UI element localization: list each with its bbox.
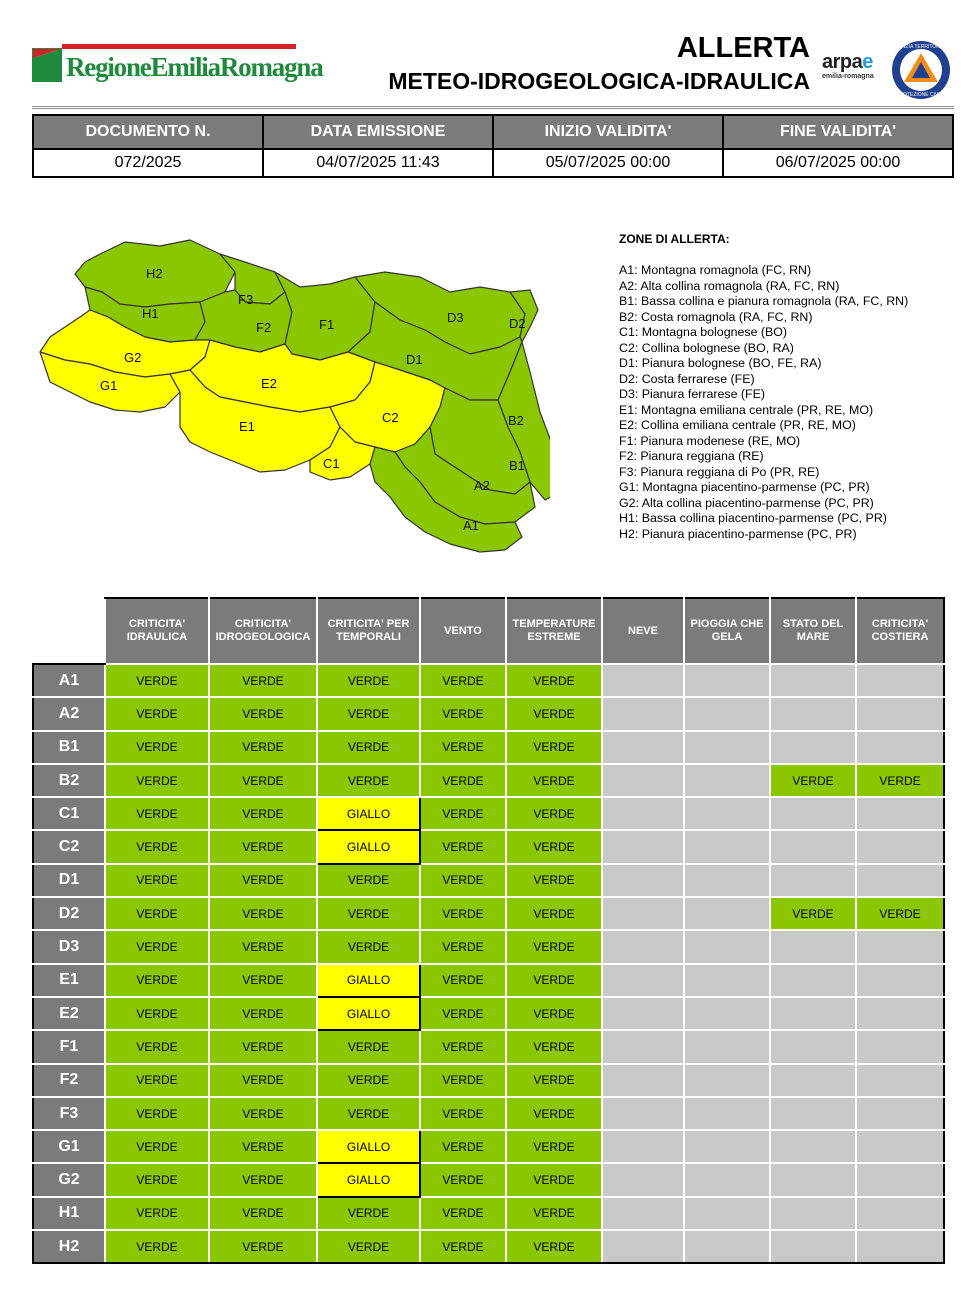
alert-cell: VERDE: [420, 930, 506, 963]
alert-cell: [856, 1030, 944, 1063]
alert-cell: VERDE: [506, 764, 602, 797]
zone-legend-item: F1: Pianura modenese (RE, MO): [619, 433, 801, 448]
alert-cell: [684, 1064, 770, 1097]
alert-cell: VERDE: [506, 1130, 602, 1163]
alert-cell: VERDE: [317, 731, 420, 764]
zone-legend-item: B1: Bassa collina e pianura romagnola (RA, FC, RN): [619, 294, 909, 308]
alert-cell: [770, 964, 856, 997]
zone-label: G1: [33, 1130, 105, 1163]
alert-cell: VERDE: [506, 1030, 602, 1063]
map-zone-label: F3: [238, 292, 254, 307]
zone-label: A1: [33, 664, 105, 697]
zone-label: H2: [33, 1230, 105, 1263]
alert-cell: [602, 830, 684, 863]
alert-cell: VERDE: [209, 1197, 317, 1230]
alert-cell: [602, 664, 684, 697]
alert-cell: [602, 1230, 684, 1263]
alert-cell: GIALLO: [317, 797, 420, 830]
alert-cell: [602, 897, 684, 930]
alert-cell: VERDE: [105, 731, 209, 764]
alert-cell: [770, 997, 856, 1030]
alert-cell: VERDE: [105, 930, 209, 963]
alert-cell: [684, 797, 770, 830]
zone-label: D2: [33, 897, 105, 930]
table-row: [33, 697, 944, 730]
alert-cell: [770, 1230, 856, 1263]
zone-label: F3: [33, 1097, 105, 1130]
validity-end-header: FINE VALIDITA': [723, 115, 953, 149]
alert-cell: VERDE: [420, 1163, 506, 1196]
map-zone-label: E1: [239, 419, 255, 434]
alert-cell: VERDE: [420, 1230, 506, 1263]
zone-legend-item: A2: Alta collina romagnola (RA, FC, RN): [619, 278, 840, 293]
alert-cell: [856, 1130, 944, 1163]
zone-label: D1: [33, 864, 105, 897]
map-zone-label: A1: [463, 518, 479, 533]
alert-cell: GIALLO: [317, 964, 420, 997]
alert-cell: VERDE: [420, 1064, 506, 1097]
map-zone-label: C2: [382, 410, 399, 425]
column-header: STATO DEL MARE: [770, 598, 856, 664]
alert-cell: VERDE: [209, 664, 317, 697]
alert-cell: VERDE: [317, 1197, 420, 1230]
alert-cell: VERDE: [506, 897, 602, 930]
table-row: [33, 1030, 944, 1063]
arpae-logo: [822, 52, 884, 86]
alert-cell: VERDE: [506, 1064, 602, 1097]
svg-text:PROTEZIONE CIVILE: PROTEZIONE CIVILE: [896, 92, 946, 98]
alert-cell: VERDE: [856, 897, 944, 930]
alert-cell: VERDE: [105, 1230, 209, 1263]
map-zone-label: H1: [142, 306, 159, 321]
page-title: ALLERTA: [676, 32, 810, 64]
alert-cell: VERDE: [105, 764, 209, 797]
alert-cell: VERDE: [420, 797, 506, 830]
zone-label: E1: [33, 964, 105, 997]
alert-cell: [684, 997, 770, 1030]
alert-cell: VERDE: [209, 864, 317, 897]
table-row: [33, 830, 944, 863]
zone-label: H1: [33, 1197, 105, 1230]
alert-cell: [684, 830, 770, 863]
alert-cell: [684, 764, 770, 797]
alert-cell: VERDE: [209, 731, 317, 764]
alert-cell: VERDE: [209, 1130, 317, 1163]
alert-cell: VERDE: [506, 830, 602, 863]
alert-cell: VERDE: [770, 897, 856, 930]
alert-cell: VERDE: [209, 1030, 317, 1063]
alert-cell: [684, 1130, 770, 1163]
column-header: CRITICITA' IDRAULICA: [105, 598, 209, 664]
alert-cell: VERDE: [209, 1064, 317, 1097]
zone-legend-item: C1: Montagna bolognese (BO): [619, 325, 788, 339]
alert-cell: [770, 731, 856, 764]
alert-cell: GIALLO: [317, 830, 420, 863]
alert-cell: VERDE: [420, 664, 506, 697]
alert-cell: VERDE: [506, 1230, 602, 1263]
validity-start-value: 05/07/2025 00:00: [493, 149, 723, 177]
alert-cell: VERDE: [420, 897, 506, 930]
table-row: [33, 964, 944, 997]
alert-cell: VERDE: [317, 930, 420, 963]
alert-cell: VERDE: [506, 1097, 602, 1130]
alert-cell: VERDE: [420, 764, 506, 797]
issue-date-header: DATA EMISSIONE: [263, 115, 493, 149]
alert-cell: [770, 697, 856, 730]
alert-cell: [856, 830, 944, 863]
map-zone-label: B1: [509, 458, 525, 473]
table-row: [33, 1163, 944, 1196]
document-info-table: [32, 114, 954, 178]
region-name: RegioneEmiliaRomagna: [66, 52, 323, 82]
column-header: CRITICITA' IDROGEOLOGICA: [209, 598, 317, 664]
header-separator: [32, 106, 954, 109]
zone-label: G2: [33, 1163, 105, 1196]
alert-cell: VERDE: [420, 1130, 506, 1163]
zone-legend-item: H1: Bassa collina piacentino-parmense (PC, PR): [619, 511, 887, 525]
alert-cell: VERDE: [209, 1097, 317, 1130]
alert-cell: VERDE: [856, 764, 944, 797]
alert-cell: [602, 964, 684, 997]
alert-cell: [770, 930, 856, 963]
alert-cell: [602, 930, 684, 963]
alert-cell: [856, 1230, 944, 1263]
alert-cell: [770, 664, 856, 697]
alert-cell: [684, 1230, 770, 1263]
alert-cell: VERDE: [209, 1230, 317, 1263]
zone-legend-item: G1: Montagna piacentino-parmense (PC, PR): [619, 480, 870, 494]
map-zone-label: D3: [447, 310, 464, 325]
alert-cell: VERDE: [506, 930, 602, 963]
alert-cell: [602, 764, 684, 797]
alert-cell: VERDE: [105, 1163, 209, 1196]
alert-table: [32, 597, 945, 1264]
arpae-logo-sub: emilia-romagna: [822, 73, 874, 80]
table-row: [33, 797, 944, 830]
table-row: [33, 664, 944, 697]
table-row: [33, 1130, 944, 1163]
table-row: [33, 930, 944, 963]
alert-cell: [684, 664, 770, 697]
alert-cell: [770, 797, 856, 830]
alert-cell: VERDE: [317, 897, 420, 930]
alert-cell: [602, 997, 684, 1030]
alert-cell: [684, 864, 770, 897]
table-row: [33, 764, 944, 797]
alert-cell: VERDE: [317, 697, 420, 730]
issue-date-value: 04/07/2025 11:43: [263, 149, 493, 177]
alert-cell: [602, 731, 684, 764]
zone-label: B2: [33, 764, 105, 797]
arpae-logo-text: arpae: [822, 51, 873, 73]
zone-label: C1: [33, 797, 105, 830]
validity-start-header: INIZIO VALIDITA': [493, 115, 723, 149]
alert-cell: [770, 830, 856, 863]
alert-cell: [770, 1097, 856, 1130]
zone-legend-item: D3: Pianura ferrarese (FE): [619, 387, 765, 401]
alert-cell: [684, 964, 770, 997]
alert-cell: VERDE: [105, 1097, 209, 1130]
zone-legend-item: A1: Montagna romagnola (FC, RN): [619, 263, 812, 277]
alert-cell: [684, 697, 770, 730]
alert-cell: [602, 1097, 684, 1130]
map-zone-label: D2: [509, 316, 526, 331]
column-header: PIOGGIA CHE GELA: [684, 598, 770, 664]
alert-cell: [684, 731, 770, 764]
alert-cell: [856, 1097, 944, 1130]
alert-cell: VERDE: [105, 964, 209, 997]
alert-cell: GIALLO: [317, 1163, 420, 1196]
alert-cell: [684, 1197, 770, 1230]
alert-cell: VERDE: [209, 764, 317, 797]
zone-legend-item: H2: Pianura piacentino-parmense (PC, PR): [619, 526, 857, 541]
alert-cell: [684, 1030, 770, 1063]
alert-cell: VERDE: [209, 697, 317, 730]
table-row: [33, 1197, 944, 1230]
alert-cell: [602, 1197, 684, 1230]
column-header: CRITICITA' COSTIERA: [856, 598, 944, 664]
alert-cell: [856, 964, 944, 997]
protezione-civile-logo: [891, 40, 951, 100]
logo-red-bar: [62, 44, 296, 49]
zone-legend-item: G2: Alta collina piacentino-parmense (PC, PR): [619, 495, 874, 510]
alert-cell: VERDE: [105, 697, 209, 730]
alert-cell: VERDE: [506, 731, 602, 764]
alert-cell: [856, 797, 944, 830]
alert-cell: [856, 1163, 944, 1196]
map-zone-label: H2: [146, 266, 163, 281]
alert-cell: [684, 930, 770, 963]
table-row: [33, 1230, 944, 1263]
alert-cell: VERDE: [506, 997, 602, 1030]
alert-cell: VERDE: [506, 1163, 602, 1196]
alert-cell: [856, 1064, 944, 1097]
doc-number-value: 072/2025: [33, 149, 263, 177]
table-row: [33, 997, 944, 1030]
column-header: TEMPERATURE ESTREME: [506, 598, 602, 664]
table-corner: [33, 598, 105, 664]
alert-cell: [856, 864, 944, 897]
alert-cell: VERDE: [420, 964, 506, 997]
alert-cell: [602, 1130, 684, 1163]
alert-cell: VERDE: [506, 697, 602, 730]
alert-cell: VERDE: [105, 664, 209, 697]
column-header: VENTO: [420, 598, 506, 664]
alert-cell: VERDE: [209, 964, 317, 997]
alert-cell: [770, 1163, 856, 1196]
alert-cell: VERDE: [209, 830, 317, 863]
map-zone-label: B2: [508, 413, 524, 428]
map-zone-label: D1: [406, 352, 423, 367]
alert-cell: VERDE: [209, 930, 317, 963]
alert-cell: [602, 1163, 684, 1196]
alert-cell: VERDE: [506, 864, 602, 897]
map-zone-label: G1: [100, 378, 118, 393]
alert-cell: [602, 797, 684, 830]
zones-legend-list: [619, 263, 908, 542]
doc-number-header: DOCUMENTO N.: [33, 115, 263, 149]
alert-cell: VERDE: [209, 1163, 317, 1196]
alert-cell: VERDE: [420, 830, 506, 863]
svg-text:AGENZIA TERRITORIALE: AGENZIA TERRITORIALE: [891, 44, 951, 50]
zone-label: D3: [33, 930, 105, 963]
alert-cell: VERDE: [506, 964, 602, 997]
alert-zones-map: [30, 232, 550, 560]
table-row: [33, 1064, 944, 1097]
alert-cell: [856, 1197, 944, 1230]
alert-cell: [602, 1030, 684, 1063]
alert-cell: VERDE: [420, 1030, 506, 1063]
alert-cell: [770, 1064, 856, 1097]
alert-cell: GIALLO: [317, 997, 420, 1030]
zones-legend-title: ZONE DI ALLERTA:: [619, 232, 730, 246]
column-header: CRITICITA' PER TEMPORALI: [317, 598, 420, 664]
map-zone-label: A2: [474, 478, 490, 493]
alert-cell: VERDE: [420, 997, 506, 1030]
alert-cell: VERDE: [420, 731, 506, 764]
alert-cell: VERDE: [105, 864, 209, 897]
zone-label: F2: [33, 1064, 105, 1097]
alert-cell: [770, 864, 856, 897]
alert-cell: [684, 897, 770, 930]
alert-cell: VERDE: [770, 764, 856, 797]
zone-legend-item: F3: Pianura reggiana di Po (PR, RE): [619, 464, 820, 479]
alert-cell: [602, 697, 684, 730]
alert-cell: GIALLO: [317, 1130, 420, 1163]
zone-legend-item: E1: Montagna emiliana centrale (PR, RE, MO): [619, 402, 874, 417]
alert-cell: VERDE: [420, 1197, 506, 1230]
table-row: [33, 864, 944, 897]
map-zone-label: F2: [256, 320, 272, 335]
alert-cell: VERDE: [317, 664, 420, 697]
alert-cell: VERDE: [105, 797, 209, 830]
alert-cell: VERDE: [105, 1030, 209, 1063]
alert-cell: VERDE: [506, 1197, 602, 1230]
map-zone-label: C1: [323, 456, 340, 471]
alert-cell: VERDE: [317, 864, 420, 897]
alert-cell: VERDE: [317, 1097, 420, 1130]
alert-cell: VERDE: [105, 1064, 209, 1097]
zone-legend-item: D1: Pianura bolognese (BO, FE, RA): [619, 356, 822, 370]
map-zone-label: E2: [261, 376, 277, 391]
region-flag-icon: [32, 48, 62, 82]
alert-cell: VERDE: [420, 864, 506, 897]
alert-cell: [684, 1163, 770, 1196]
alert-cell: VERDE: [105, 997, 209, 1030]
alert-cell: VERDE: [209, 897, 317, 930]
alert-cell: VERDE: [506, 664, 602, 697]
alert-cell: [602, 1064, 684, 1097]
zone-label: F1: [33, 1030, 105, 1063]
alert-cell: VERDE: [105, 1130, 209, 1163]
alert-cell: [856, 664, 944, 697]
alert-cell: VERDE: [506, 797, 602, 830]
alert-cell: [856, 731, 944, 764]
alert-cell: VERDE: [317, 1230, 420, 1263]
alert-cell: [684, 1097, 770, 1130]
column-header: NEVE: [602, 598, 684, 664]
alert-cell: [602, 864, 684, 897]
zone-legend-item: B2: Costa romagnola (RA, FC, RN): [619, 309, 813, 324]
alert-cell: VERDE: [420, 1097, 506, 1130]
zone-legend-item: D2: Costa ferrarese (FE): [619, 371, 755, 386]
alert-cell: [770, 1197, 856, 1230]
map-zone-label: F1: [319, 317, 335, 332]
zone-legend-item: F2: Pianura reggiana (RE): [619, 449, 764, 463]
alert-cell: VERDE: [317, 1030, 420, 1063]
map-zone-label: G2: [124, 350, 142, 365]
table-row: [33, 1097, 944, 1130]
alert-cell: [856, 930, 944, 963]
zone-label: B1: [33, 731, 105, 764]
page-subtitle: METEO-IDROGEOLOGICA-IDRAULICA: [388, 68, 810, 94]
alert-cell: [770, 1130, 856, 1163]
zone-label: A2: [33, 697, 105, 730]
table-row: [33, 897, 944, 930]
alert-cell: VERDE: [420, 697, 506, 730]
alert-cell: VERDE: [317, 1064, 420, 1097]
zone-legend-item: E2: Collina emiliana centrale (PR, RE, MO): [619, 418, 856, 432]
regione-emilia-romagna-logo: [32, 44, 323, 86]
zone-legend-item: C2: Collina bolognese (BO, RA): [619, 340, 794, 355]
zone-label: C2: [33, 830, 105, 863]
alert-cell: [856, 997, 944, 1030]
alert-cell: VERDE: [105, 897, 209, 930]
alert-cell: VERDE: [317, 764, 420, 797]
alert-cell: [770, 1030, 856, 1063]
alert-cell: VERDE: [209, 997, 317, 1030]
alert-cell: [856, 697, 944, 730]
table-row: [33, 731, 944, 764]
alert-cell: VERDE: [105, 1197, 209, 1230]
alert-cell: VERDE: [105, 830, 209, 863]
zone-label: E2: [33, 997, 105, 1030]
validity-end-value: 06/07/2025 00:00: [723, 149, 953, 177]
alert-cell: VERDE: [209, 797, 317, 830]
